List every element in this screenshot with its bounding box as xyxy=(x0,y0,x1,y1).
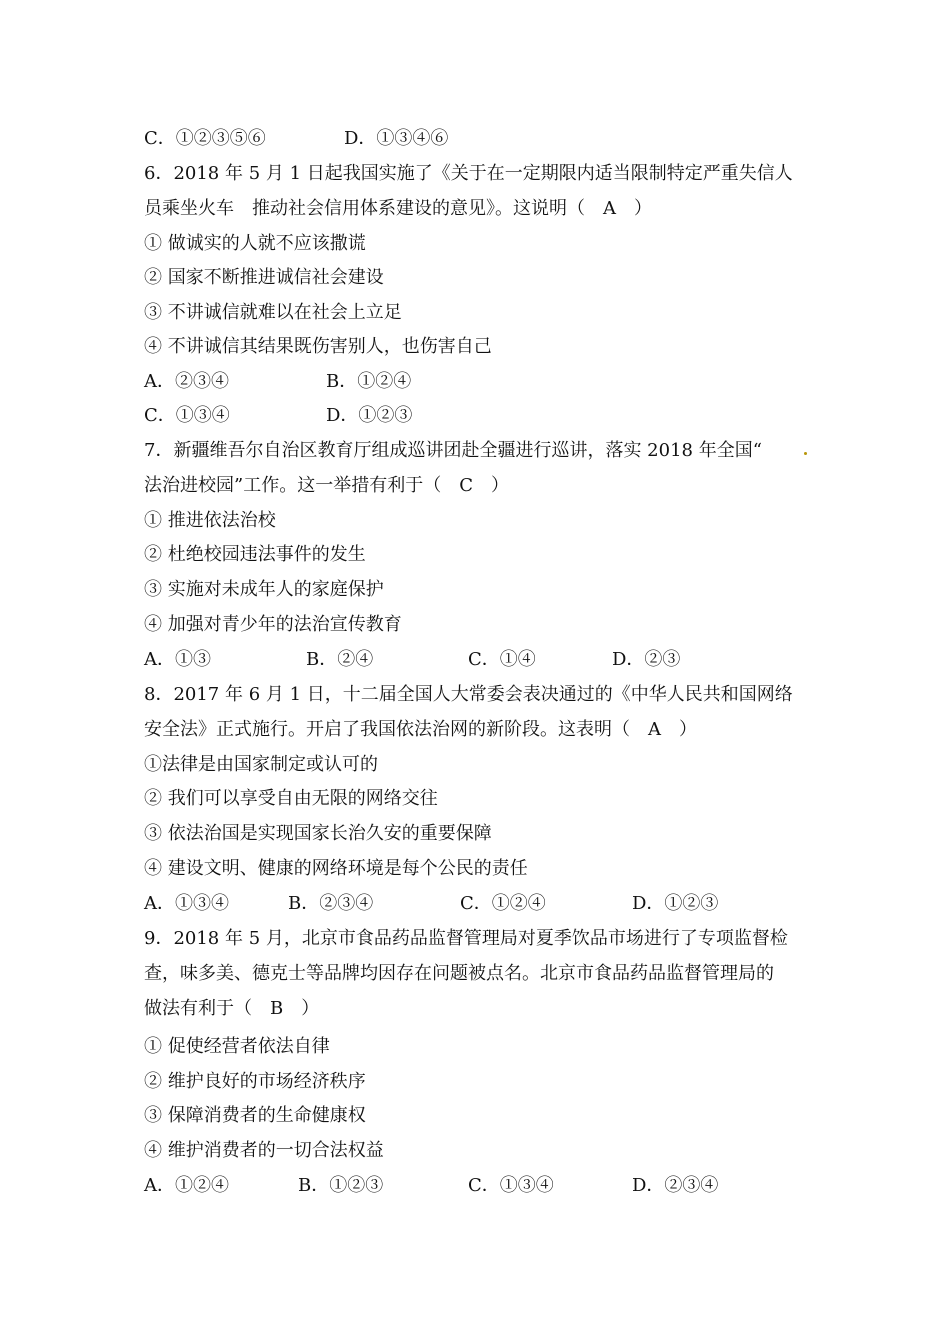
q7-option-c: C．①④ xyxy=(468,649,536,670)
q8-item-3: ③ 依法治国是实现国家长治久安的重要保障 xyxy=(144,823,492,844)
q7-option-d: D．②③ xyxy=(612,649,681,670)
q6-item-4: ④ 不讲诚信其结果既伤害别人，也伤害自己 xyxy=(144,336,492,357)
q9-option-a: A．①②④ xyxy=(144,1175,229,1196)
q9-item-1: ① 促使经营者依法自律 xyxy=(144,1036,330,1057)
q8-option-b: B．②③④ xyxy=(288,893,374,914)
q6-option-b: B．①②④ xyxy=(326,371,412,392)
q9-option-c: C．①③④ xyxy=(468,1175,554,1196)
q9-stem-line-2: 查，味多美、德克士等品牌均因存在问题被点名。北京市食品药品监督管理局的 xyxy=(144,963,774,984)
q7-item-3: ③ 实施对未成年人的家庭保护 xyxy=(144,579,384,600)
q7-option-b: B．②④ xyxy=(306,649,374,670)
q6-option-c: C．①③④ xyxy=(144,405,230,426)
ink-mark xyxy=(804,452,807,455)
q7-item-2: ② 杜绝校园违法事件的发生 xyxy=(144,544,366,565)
q8-stem-line-2: 安全法》正式施行。开启了我国依法治网的新阶段。这表明（ A ） xyxy=(144,719,697,740)
q6-stem-line-2: 员乘坐火车 推动社会信用体系建设的意见》。这说明（ A ） xyxy=(144,198,652,219)
q7-item-4: ④ 加强对青少年的法治宣传教育 xyxy=(144,614,402,635)
q9-item-4: ④ 维护消费者的一切合法权益 xyxy=(144,1140,384,1161)
q8-item-2: ② 我们可以享受自由无限的网络交往 xyxy=(144,788,438,809)
q6-item-3: ③ 不讲诚信就难以在社会上立足 xyxy=(144,302,402,323)
q6-option-d: D．①②③ xyxy=(326,405,413,426)
q6-stem-line-1: 6．2018 年 5 月 1 日起我国实施了《关于在一定期限内适当限制特定严重失信人 xyxy=(144,163,793,184)
q6-option-a: A．②③④ xyxy=(144,371,229,392)
q9-option-b: B．①②③ xyxy=(298,1175,384,1196)
q7-item-1: ① 推进依法治校 xyxy=(144,510,276,531)
q9-stem-line-1: 9．2018 年 5 月，北京市食品药品监督管理局对夏季饮品市场进行了专项监督检 xyxy=(144,928,788,949)
q6-item-1: ① 做诚实的人就不应该撒谎 xyxy=(144,233,366,254)
q6-item-2: ② 国家不断推进诚信社会建设 xyxy=(144,267,384,288)
q9-item-3: ③ 保障消费者的生命健康权 xyxy=(144,1105,366,1126)
q8-option-a: A．①③④ xyxy=(144,893,229,914)
q8-option-d: D．①②③ xyxy=(632,893,719,914)
q7-stem-line-2: 法治进校园”工作。这一举措有利于（ C ） xyxy=(144,475,509,496)
q5-option-d: D．①③④⑥ xyxy=(344,128,449,149)
q9-option-d: D．②③④ xyxy=(632,1175,719,1196)
q9-stem-line-3: 做法有利于（ B ） xyxy=(144,998,320,1019)
q7-option-a: A．①③ xyxy=(144,649,211,670)
q7-stem-line-1: 7．新疆维吾尔自治区教育厅组成巡讲团赴全疆进行巡讲，落实 2018 年全国“ xyxy=(144,440,762,461)
q8-item-1: ①法律是由国家制定或认可的 xyxy=(144,754,378,775)
q5-option-c: C．①②③⑤⑥ xyxy=(144,128,266,149)
q8-option-c: C．①②④ xyxy=(460,893,546,914)
q8-stem-line-1: 8．2017 年 6 月 1 日，十二届全国人大常委会表决通过的《中华人民共和国网络 xyxy=(144,684,793,705)
q8-item-4: ④ 建设文明、健康的网络环境是每个公民的责任 xyxy=(144,858,528,879)
q9-item-2: ② 维护良好的市场经济秩序 xyxy=(144,1071,366,1092)
